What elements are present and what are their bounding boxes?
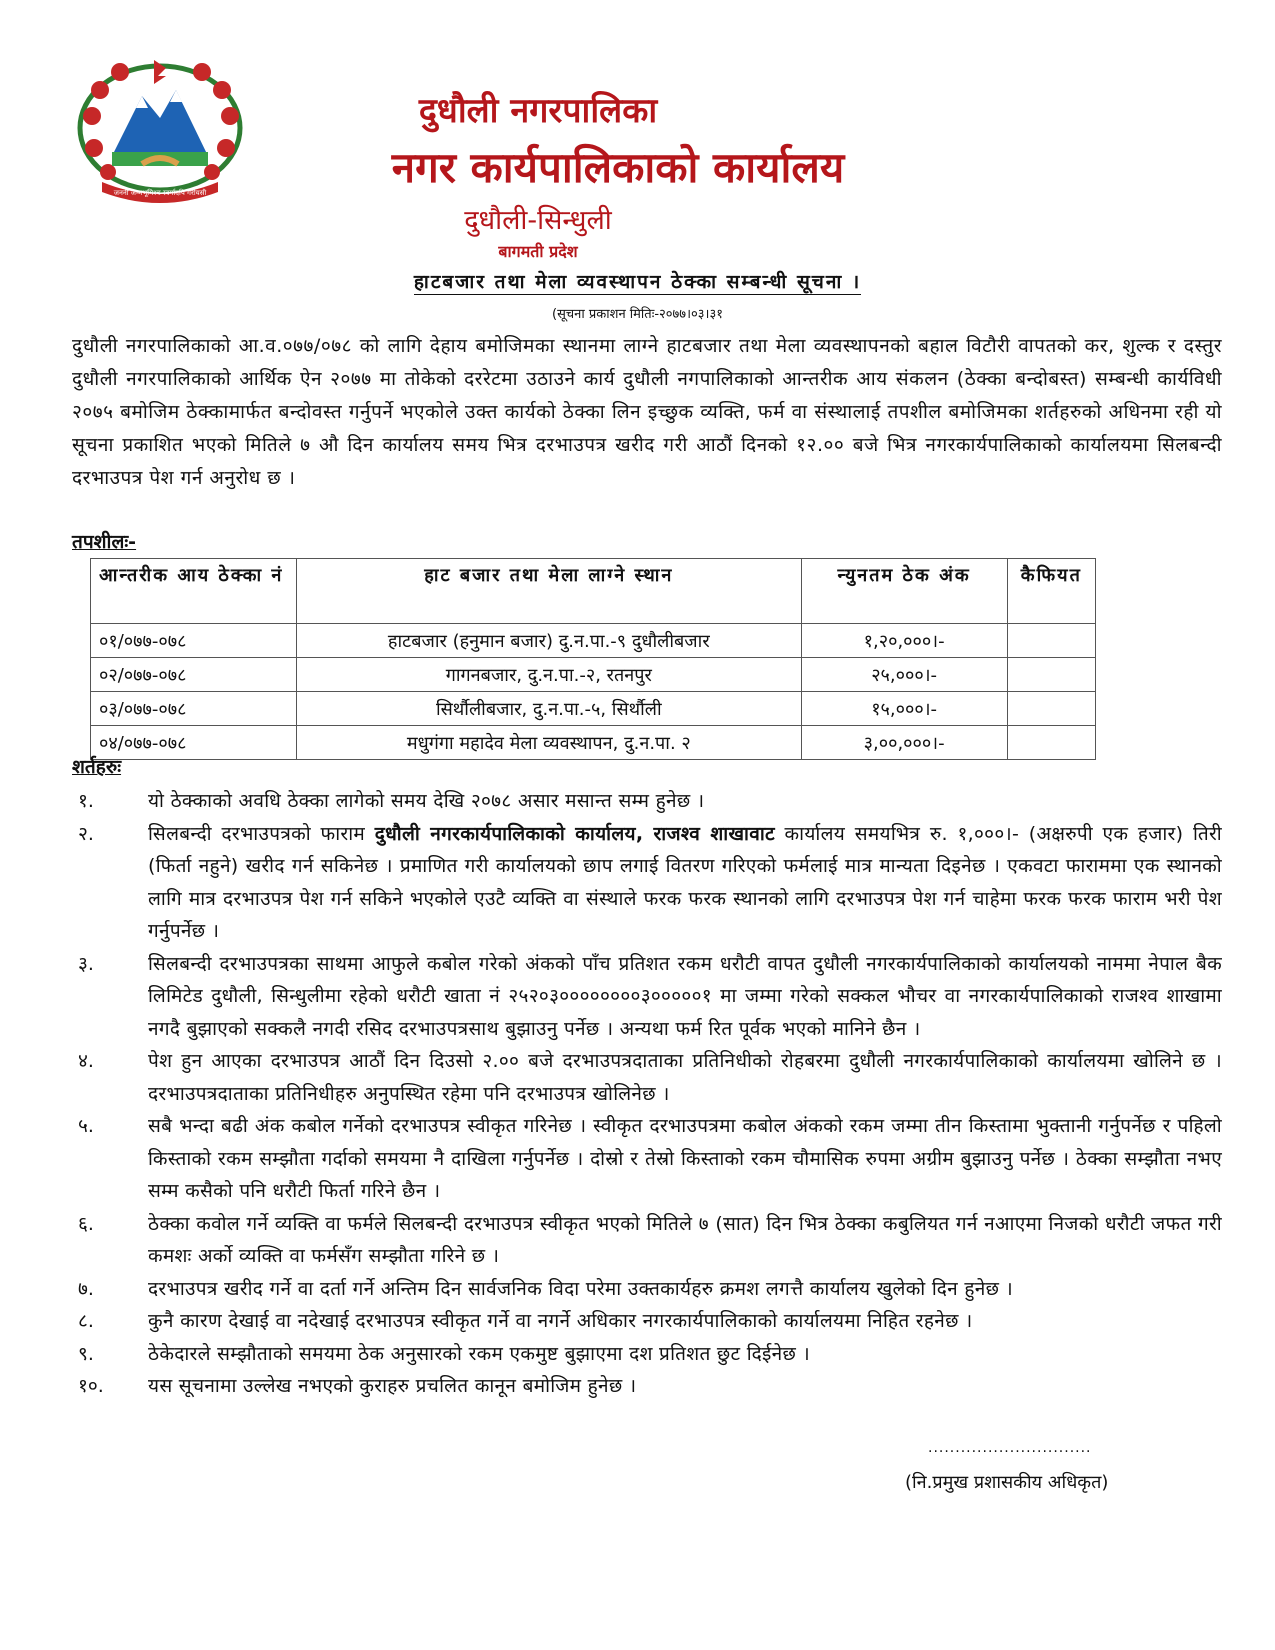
table-row xyxy=(91,726,1096,760)
term-text-bold: दुधौली नगरकार्यपालिकाको कार्यालय, राजश्व शाखावाट xyxy=(374,822,775,845)
list-item xyxy=(72,1208,1222,1273)
location-cell: सिर्थौलीबजार, दु.न.पा.-५, सिर्थौली xyxy=(297,692,802,726)
location-cell: हाटबजार (हनुमान बजार) दु.न.पा.-९ दुधौलीबजार xyxy=(297,624,802,658)
notice-subject-wrap xyxy=(0,268,1275,294)
term-text: यस सूचनामा उल्लेख नभएको कुराहरु प्रचलित कानून बमोजिम हुनेछ । xyxy=(148,1375,637,1397)
term-text: सिलबन्दी दरभाउपत्रका साथमा आफुले कबोल गरेको अंकको पाँच प्रतिशत रकम धरौटी वापत दुधौली नगरकार्यपालिकाको कार्यालयको नाममा नेपाल बैक लिमिटेड दुधौली, सिन्धुलीमा रहेको धरौटी खाता नं २५२०३००००००००३०००००१ मा जम्मा गरेको सक्कल भौचर वा नगरकार्यपालिकाको राजश्व शाखामा नगदै बुझाएको सक्कलै नगदी रसिद दरभाउपत्रसाथ बुझाउनु पर्नेछ । अन्यथा फर्म रित पूर्वक भएको मानिने छैन । xyxy=(148,952,1222,1040)
amount-cell: ३,००,०००।- xyxy=(801,726,1007,760)
column-header-location: हाट बजार तथा मेला लाग्ने स्थान xyxy=(297,559,802,624)
term-text: सबै भन्दा बढी अंक कबोल गर्नेको दरभाउपत्र स्वीकृत गरिनेछ । स्वीकृत दरभाउपत्रमा कबोल अंकको रकम जम्मा तीन किस्तामा भुक्तानी गर्नुपर्नेछ र पहिलो किस्ताको रकम सम्झौता गर्दाको समयमा नै दाखिला गर्नुपर्नेछ । दोस्रो र तेस्रो किस्ताको रकम चौमासिक रुपमा अग्रीम बुझाउनु पर्नेछ । ठेक्का सम्झौता नभए सम्म कसैको पनि धरौटी फिर्ता गरिने छैन । xyxy=(148,1115,1222,1202)
list-item xyxy=(72,1338,1222,1371)
list-item xyxy=(72,1305,1222,1338)
term-text: ठेकेदारले सम्झौताको समयमा ठेक अनुसारको रकम एकमुष्ट बुझाएमा दश प्रतिशत छुट दिईनेछ । xyxy=(148,1342,810,1365)
svg-text:जननी जन्मभूमिश्च स्वर्गादपि गर: जननी जन्मभूमिश्च स्वर्गादपि गरीयसी xyxy=(113,189,207,197)
office-name: नगर कार्यपालिकाको कार्यालय xyxy=(391,143,845,192)
remarks-cell xyxy=(1007,658,1095,692)
column-header-remarks: कैफियत xyxy=(1007,559,1095,624)
schedule-label: तपशीलः- xyxy=(72,531,137,553)
table-row xyxy=(91,658,1096,692)
list-item xyxy=(72,948,1222,1046)
term-text: दरभाउपत्र खरीद गर्ने वा दर्ता गर्ने अन्तिम दिन सार्वजनिक विदा परेमा उक्तकार्यहरु क्रमश लगत्तै कार्यालय खुलेको दिन हुनेछ । xyxy=(148,1277,1014,1300)
list-item xyxy=(72,1370,1222,1403)
terms-label: शर्तहरुः xyxy=(72,756,122,778)
term-text-rest: कार्यालय समयभित्र रु. १,०००।- (अक्षरुपी एक हजार) तिरी (फिर्ता नहुने) खरीद गर्न सकिनेछ । प्रमाणित गरी कार्यालयको छाप लगाई वितरण गरिएको फर्मलाई मात्र मान्यता दिइनेछ । एकवटा फाराममा एक स्थानको लागि मात्र दरभाउपत्र पेश गर्न सकिने भएकोले एउटै व्यक्ति वा संस्थाले फरक फरक स्थानको लागि दरभाउपत्र पेश गर्न चाहेमा फरक फरक फाराम भरी पेश गर्नुपर्नेछ । xyxy=(148,822,1222,942)
term-text: ठेक्का कवोल गर्ने व्यक्ति वा फर्मले सिलबन्दी दरभाउपत्र स्वीकृत भएको मितिले ७ (सात) दिन भित्र ठेक्का कबुलियत गर्न नआएमा निजको धरौटी जफत गरी कमशः अर्को व्यक्ति वा फर्मसँग सम्झौता गरिने छ । xyxy=(148,1212,1222,1267)
term-text-pre: सिलबन्दी दरभाउपत्रको फाराम xyxy=(148,822,375,845)
remarks-cell xyxy=(1007,692,1095,726)
notice-intro-paragraph: दुधौली नगरपालिकाको आ.व.०७७/०७८ को लागि देहाय बमोजिमका स्थानमा लाग्ने हाटबजार तथा मेला व्यवस्थापनको बहाल विटौरी वापतको कर, शुल्क र दस्तुर दुधौली नगरपालिकाको आर्थिक ऐन २०७७ मा तोकेको दररेटमा उठाउने कार्य दुधौली नगपालिकाको आन्तरीक आय संकलन (ठेक्का बन्दोबस्त) सम्बन्धी कार्यविधी २०७५ बमोजिम ठेक्कामार्फत बन्दोवस्त गर्नुपर्ने भएकोले उक्त कार्यको ठेक्का लिन इच्छुक व्यक्ति, फर्म वा संस्थालाई तपशील बमोजिमका शर्तहरुको अधिनमा रही यो सूचना प्रकाशित भएको मितिले ७ औ दिन कार्यालय समय भित्र दरभाउपत्र खरीद गरी आठौं दिनको १२.०० बजे भित्र नगरकार्यपालिकाको कार्यालयमा सिलबन्दी दरभाउपत्र पेश गर्न अनुरोध छ । xyxy=(72,335,1222,489)
amount-cell: २५,०००।- xyxy=(801,658,1007,692)
table-row xyxy=(91,692,1096,726)
contract-no-cell: ०२/०७७-०७८ xyxy=(91,658,297,692)
contract-no-cell: ०३/०७७-०७८ xyxy=(91,692,297,726)
remarks-cell xyxy=(1007,624,1095,658)
term-number: २. xyxy=(78,822,94,845)
term-text: कुनै कारण देखाई वा नदेखाई दरभाउपत्र स्वीकृत गर्ने वा नगर्ने अधिकार नगरकार्यपालिकाको कार्यालयमा निहित रहनेछ । xyxy=(148,1310,973,1332)
term-text: पेश हुन आएका दरभाउपत्र आठौं दिन दिउसो २.०० बजे दरभाउपत्रदाताका प्रतिनिधीको रोहबरमा दुधौली नगरकार्यपालिकाको कार्यालयमा खोलिने छ । दरभाउपत्रदाताका प्रतिनिधीहरु अनुपस्थित रहेमा पनि दरभाउपत्र खोलिनेछ । xyxy=(148,1050,1222,1105)
publication-date: (सूचना प्रकाशन मितिः-२०७७।०३।३१ xyxy=(552,307,723,322)
amount-cell: १५,०००।- xyxy=(801,692,1007,726)
table-header-row xyxy=(91,559,1096,624)
term-number: ९. xyxy=(78,1342,94,1365)
signatory-title: (नि.प्रमुख प्रशासकीय अधिकृत) xyxy=(905,1472,1109,1493)
term-number: ६. xyxy=(78,1212,94,1235)
term-number: ३. xyxy=(78,952,94,975)
government-emblem-icon xyxy=(72,56,248,206)
schedule-table xyxy=(90,558,1096,760)
list-item xyxy=(72,1110,1222,1208)
terms-list xyxy=(72,785,1222,1403)
term-text: यो ठेक्काको अवधि ठेक्का लागेको समय देखि २०७८ असार मसान्त सम्म हुनेछ । xyxy=(148,790,705,812)
term-number: १. xyxy=(78,790,94,812)
term-number: १०. xyxy=(78,1375,104,1397)
list-item xyxy=(72,818,1222,948)
column-header-min-amount: न्युनतम ठेक अंक xyxy=(801,559,1007,624)
province-name: बागमती प्रदेश xyxy=(498,242,578,261)
term-number: ४. xyxy=(78,1050,94,1072)
contract-no-cell: ०१/०७७-०७८ xyxy=(91,624,297,658)
term-number: ५. xyxy=(78,1115,94,1137)
location-cell: मधुगंगा महादेव मेला व्यवस्थापन, दु.न.पा. २ xyxy=(297,726,802,760)
term-number: ७. xyxy=(78,1277,94,1300)
term-text xyxy=(148,818,1222,948)
amount-cell: १,२०,०००।- xyxy=(801,624,1007,658)
term-number: ८. xyxy=(78,1310,94,1332)
municipality-name: दुधौली नगरपालिका xyxy=(418,91,658,131)
table-row xyxy=(91,624,1096,658)
column-header-contract-no: आन्तरीक आय ठेक्का नं xyxy=(91,559,297,624)
location-cell: गागनबजार, दु.न.पा.-२, रतनपुर xyxy=(297,658,802,692)
contract-no-cell: ०४/०७७-०७८ xyxy=(91,726,297,760)
list-item xyxy=(72,1045,1222,1110)
list-item xyxy=(72,785,1222,818)
notice-subject: हाटबजार तथा मेला व्यवस्थापन ठेक्का सम्बन्धी सूचना । xyxy=(413,271,862,293)
remarks-cell xyxy=(1007,726,1095,760)
office-location: दुधौली-सिन्धुली xyxy=(464,205,612,236)
signature-line: .............................. xyxy=(928,1440,1092,1456)
list-item xyxy=(72,1273,1222,1306)
